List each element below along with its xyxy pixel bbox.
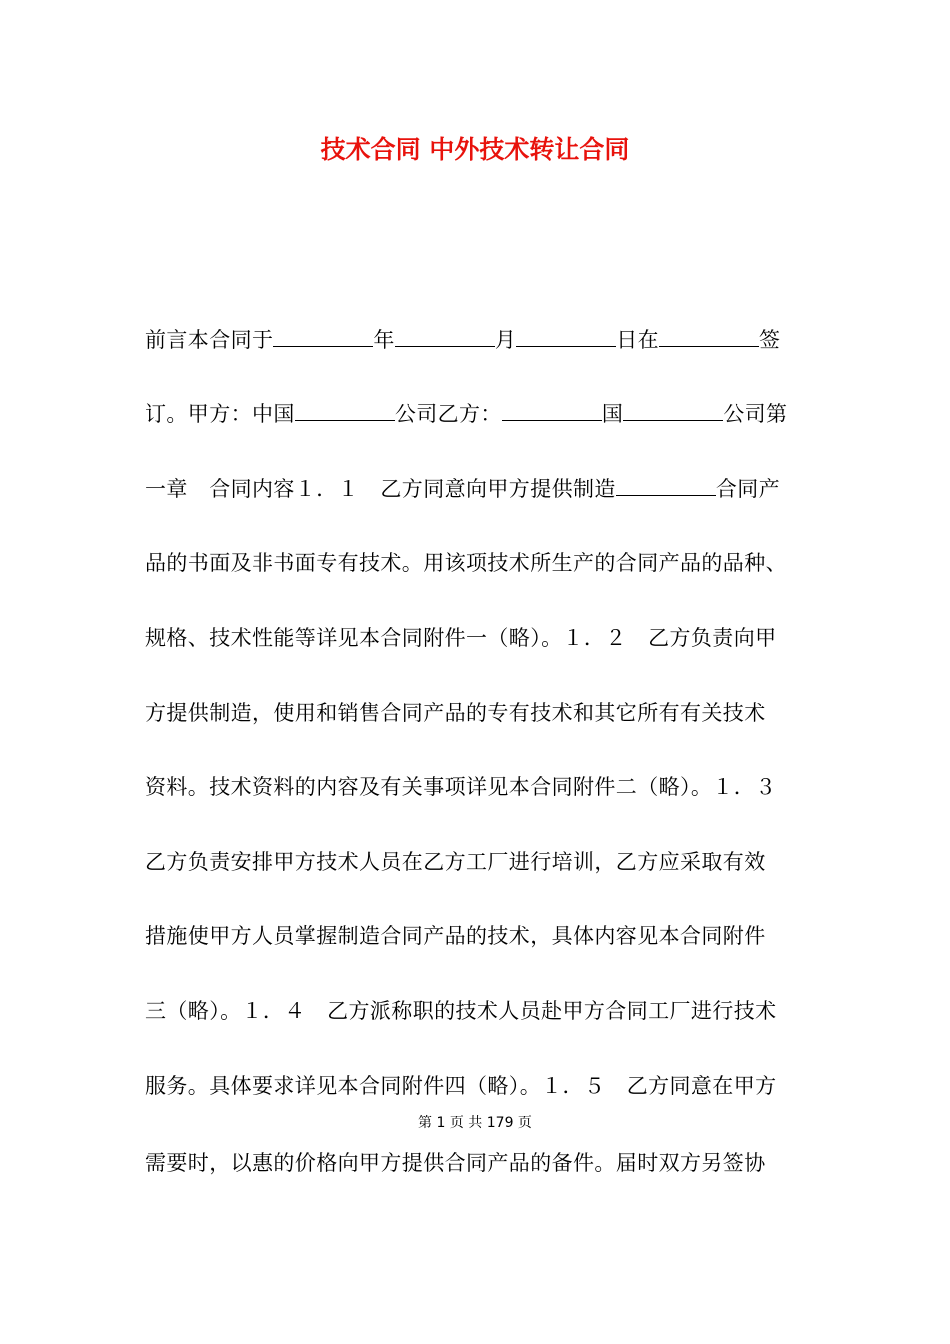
line-segment: 资料。技术资料的内容及有关事项详见本合同附件二（略）。１．３ — [145, 775, 777, 799]
line-segment: 合同产 — [715, 477, 781, 501]
line-segment: 需要时，以惠的价格向甲方提供合同产品的备件。届时双方另签协 — [145, 1151, 766, 1175]
body-line — [145, 1148, 810, 1178]
line-segment: 乙方负责安排甲方技术人员在乙方工厂进行培训，乙方应采取有效 — [145, 850, 766, 874]
line-segment: 年 — [373, 328, 395, 352]
line-segment: 公司第 — [723, 402, 788, 426]
line-segment: 订。甲方：中国 — [145, 402, 295, 426]
body-line — [145, 772, 810, 802]
body-line — [145, 1071, 810, 1101]
body-line — [145, 398, 810, 429]
line-segment: 前言本合同于 — [145, 328, 274, 352]
body-line — [145, 623, 810, 653]
line-segment: 国 — [601, 402, 624, 426]
body-line — [145, 996, 810, 1026]
page-footer: 第 1 页 共 179 页 — [418, 1115, 532, 1131]
fill-blank — [516, 324, 616, 347]
line-segment: 方提供制造，使用和销售合同产品的专有技术和其它所有有关技术 — [145, 701, 766, 725]
line-segment: 一章 合同内容１．１ 乙方同意向甲方提供制造 — [145, 477, 616, 501]
line-segment: 签 — [759, 328, 781, 352]
body-line — [145, 324, 810, 355]
fill-blank — [502, 398, 602, 421]
document-title: 技术合同 中外技术转让合同 — [320, 135, 630, 164]
body-line — [145, 847, 810, 877]
line-segment: 规格、技术性能等详见本合同附件一（略）。１．２ 乙方负责向甲 — [145, 626, 777, 650]
fill-blank — [273, 324, 373, 347]
line-segment: 日在 — [616, 328, 660, 352]
fill-blank — [616, 473, 716, 496]
line-segment: 服务。具体要求详见本合同附件四（略）。１．５ 乙方同意在甲方 — [145, 1074, 777, 1098]
line-segment: 三（略）。１．４ 乙方派称职的技术人员赴甲方合同工厂进行技术 — [145, 999, 777, 1023]
body-line — [145, 473, 810, 504]
body-line — [145, 921, 810, 951]
body-line — [145, 698, 810, 728]
body-line — [145, 548, 810, 578]
fill-blank — [623, 398, 723, 421]
fill-blank — [295, 398, 395, 421]
line-segment: 措施使甲方人员掌握制造合同产品的技术，具体内容见本合同附件 — [145, 924, 766, 948]
line-segment: 公司乙方： — [394, 402, 502, 426]
fill-blank — [395, 324, 495, 347]
fill-blank — [659, 324, 759, 347]
line-segment: 月 — [494, 328, 517, 352]
line-segment: 品的书面及非书面专有技术。用该项技术所生产的合同产品的品种、 — [145, 551, 787, 575]
